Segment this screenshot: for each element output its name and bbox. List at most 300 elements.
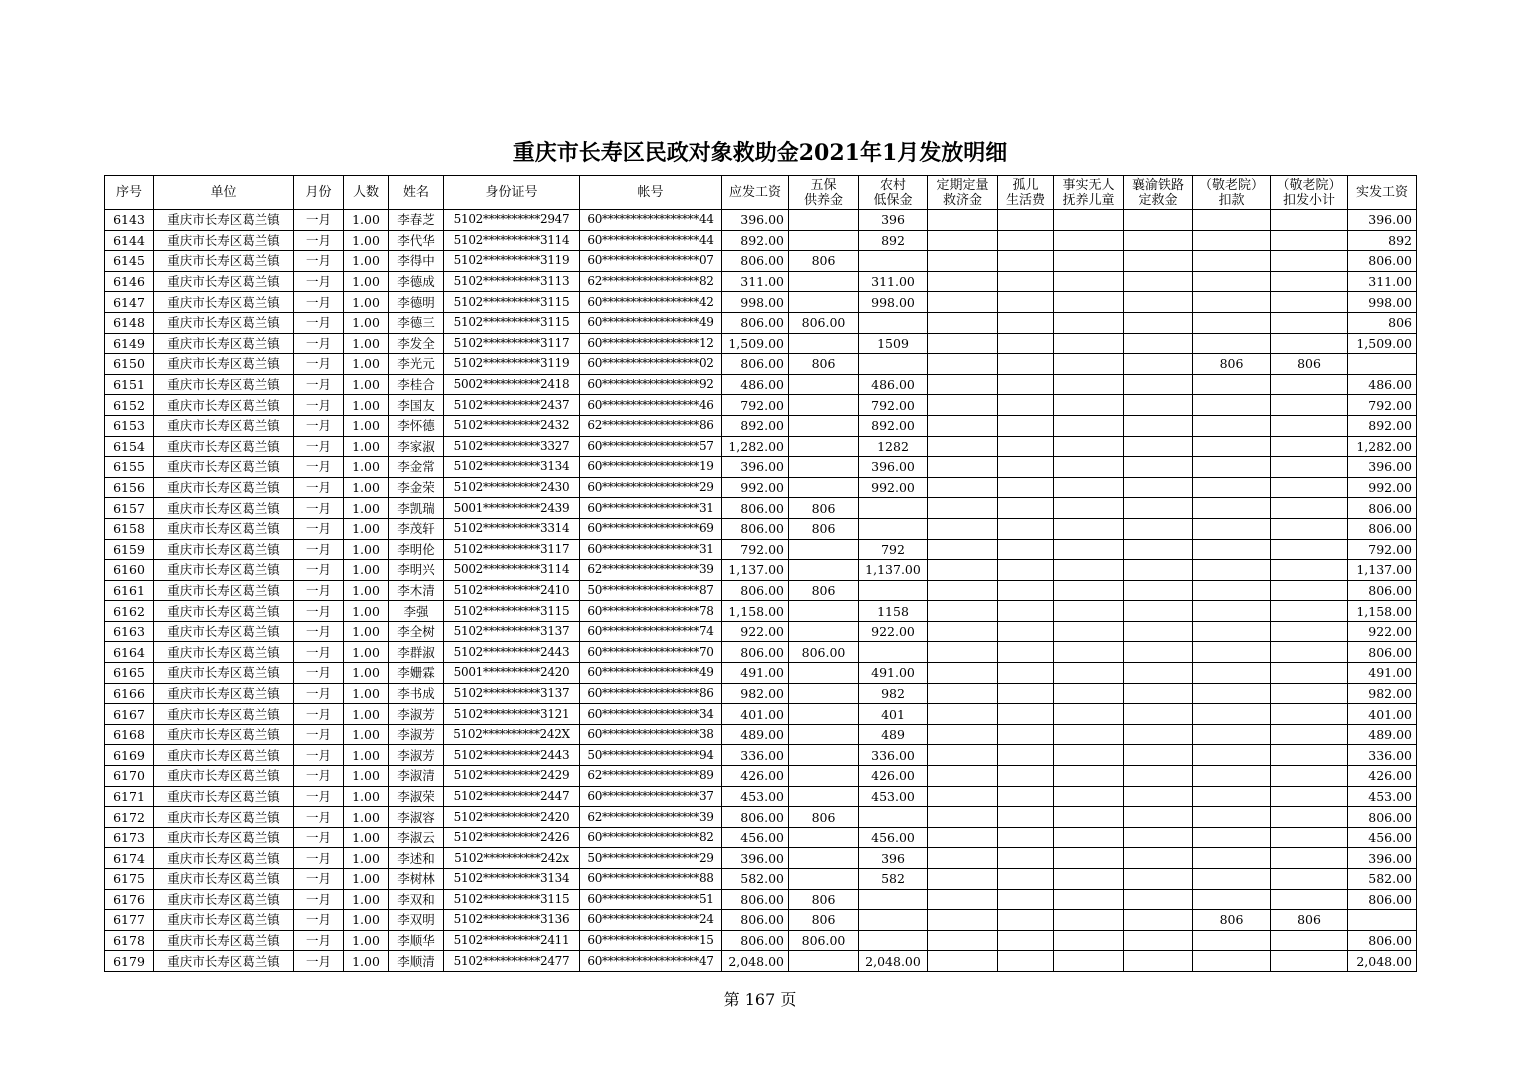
- table-cell: 922.00: [1348, 621, 1417, 642]
- table-cell: [789, 663, 859, 684]
- table-cell: [1054, 312, 1124, 333]
- table-cell: [789, 766, 859, 787]
- table-cell: 792.00: [859, 395, 928, 416]
- table-cell: [1124, 230, 1193, 251]
- table-cell: 60*****************44: [580, 210, 722, 231]
- table-cell: [1193, 766, 1271, 787]
- table-cell: 806.00: [789, 312, 859, 333]
- table-cell: 6147: [105, 292, 154, 313]
- table-cell: 李全树: [389, 621, 444, 642]
- table-row: [105, 889, 1417, 910]
- table-cell: [928, 889, 998, 910]
- table-cell: 1.00: [344, 683, 389, 704]
- table-cell: [1271, 827, 1348, 848]
- table-cell: [998, 663, 1054, 684]
- table-cell: 5102**********2447: [444, 786, 580, 807]
- table-cell: 5102**********3115: [444, 889, 580, 910]
- table-cell: [1124, 312, 1193, 333]
- table-cell: 5102**********3134: [444, 869, 580, 890]
- table-cell: [1271, 415, 1348, 436]
- table-cell: 6178: [105, 930, 154, 951]
- table-cell: [1271, 642, 1348, 663]
- table-row: [105, 766, 1417, 787]
- table-cell: [1271, 621, 1348, 642]
- table-cell: [1054, 704, 1124, 725]
- table-cell: 1.00: [344, 230, 389, 251]
- table-cell: 60*****************38: [580, 724, 722, 745]
- table-cell: 806: [789, 580, 859, 601]
- table-cell: [1124, 498, 1193, 519]
- table-cell: 6179: [105, 951, 154, 972]
- table-cell: 一月: [294, 951, 344, 972]
- table-cell: [1124, 807, 1193, 828]
- column-header: 实发工资: [1348, 176, 1417, 210]
- table-cell: 792.00: [722, 395, 789, 416]
- table-row: [105, 724, 1417, 745]
- table-cell: 1.00: [344, 663, 389, 684]
- column-header: 应发工资: [722, 176, 789, 210]
- table-cell: [998, 580, 1054, 601]
- table-cell: 6145: [105, 251, 154, 272]
- table-cell: [1054, 230, 1124, 251]
- table-cell: [928, 518, 998, 539]
- table-cell: [1054, 663, 1124, 684]
- table-cell: 重庆市长寿区葛兰镇: [154, 745, 294, 766]
- table-cell: [1054, 766, 1124, 787]
- table-cell: 6163: [105, 621, 154, 642]
- table-cell: 一月: [294, 292, 344, 313]
- table-cell: 一月: [294, 498, 344, 519]
- table-row: [105, 869, 1417, 890]
- table-row: [105, 601, 1417, 622]
- table-cell: 一月: [294, 786, 344, 807]
- table-cell: [1124, 827, 1193, 848]
- table-cell: 792: [859, 539, 928, 560]
- table-cell: 重庆市长寿区葛兰镇: [154, 395, 294, 416]
- table-cell: 6176: [105, 889, 154, 910]
- table-cell: 60*****************51: [580, 889, 722, 910]
- table-row: [105, 312, 1417, 333]
- table-cell: [1054, 683, 1124, 704]
- table-cell: [1124, 848, 1193, 869]
- table-cell: [1271, 766, 1348, 787]
- table-cell: 806.00: [722, 930, 789, 951]
- table-cell: [928, 683, 998, 704]
- table-cell: [859, 580, 928, 601]
- table-cell: 5102**********3115: [444, 292, 580, 313]
- table-cell: 60*****************31: [580, 539, 722, 560]
- table-cell: 806: [789, 498, 859, 519]
- table-cell: 一月: [294, 395, 344, 416]
- table-cell: [1054, 930, 1124, 951]
- table-cell: [998, 560, 1054, 581]
- table-cell: [1124, 869, 1193, 890]
- table-cell: 982.00: [722, 683, 789, 704]
- table-cell: [928, 333, 998, 354]
- table-cell: [1124, 539, 1193, 560]
- table-cell: [1271, 210, 1348, 231]
- table-cell: 60*****************46: [580, 395, 722, 416]
- table-cell: 一月: [294, 312, 344, 333]
- table-cell: 806.00: [722, 312, 789, 333]
- table-cell: [789, 539, 859, 560]
- table-cell: 李淑荣: [389, 786, 444, 807]
- table-row: [105, 210, 1417, 231]
- table-cell: [789, 560, 859, 581]
- column-header: 襄渝铁路 定救金: [1124, 176, 1193, 210]
- table-cell: [998, 230, 1054, 251]
- table-cell: 李凯瑞: [389, 498, 444, 519]
- column-header: 定期定量 救济金: [928, 176, 998, 210]
- table-cell: [1124, 271, 1193, 292]
- column-header: （敬老院） 扣发小计: [1271, 176, 1348, 210]
- table-cell: [928, 539, 998, 560]
- table-cell: [1124, 724, 1193, 745]
- table-cell: 李树林: [389, 869, 444, 890]
- table-cell: 一月: [294, 230, 344, 251]
- table-cell: [1054, 395, 1124, 416]
- table-row: [105, 518, 1417, 539]
- table-cell: 62*****************82: [580, 271, 722, 292]
- table-cell: [928, 848, 998, 869]
- table-cell: [1193, 951, 1271, 972]
- table-cell: 1.00: [344, 498, 389, 519]
- table-cell: 486.00: [1348, 374, 1417, 395]
- table-cell: [789, 601, 859, 622]
- table-cell: 李桂合: [389, 374, 444, 395]
- table-row: [105, 457, 1417, 478]
- table-cell: 60*****************47: [580, 951, 722, 972]
- table-cell: [928, 498, 998, 519]
- table-cell: 重庆市长寿区葛兰镇: [154, 601, 294, 622]
- table-cell: 重庆市长寿区葛兰镇: [154, 457, 294, 478]
- table-cell: [789, 683, 859, 704]
- table-cell: [1271, 869, 1348, 890]
- table-cell: [998, 601, 1054, 622]
- table-cell: [1124, 436, 1193, 457]
- table-cell: 5102**********242x: [444, 848, 580, 869]
- table-cell: 5001**********2439: [444, 498, 580, 519]
- table-cell: [859, 251, 928, 272]
- table-cell: [859, 930, 928, 951]
- table-cell: [1054, 477, 1124, 498]
- table-cell: 62*****************39: [580, 560, 722, 581]
- table-cell: 重庆市长寿区葛兰镇: [154, 498, 294, 519]
- table-cell: [1348, 910, 1417, 931]
- table-cell: 806.00: [789, 930, 859, 951]
- table-cell: 5102**********242X: [444, 724, 580, 745]
- table-cell: [789, 395, 859, 416]
- table-cell: [998, 312, 1054, 333]
- table-cell: [1124, 395, 1193, 416]
- table-cell: 5102**********2432: [444, 415, 580, 436]
- table-cell: 一月: [294, 910, 344, 931]
- table-cell: [1271, 951, 1348, 972]
- table-cell: 806.00: [1348, 930, 1417, 951]
- table-cell: [928, 457, 998, 478]
- table-cell: [998, 292, 1054, 313]
- table-cell: 一月: [294, 601, 344, 622]
- table-cell: [998, 271, 1054, 292]
- table-cell: [1054, 786, 1124, 807]
- table-cell: [789, 230, 859, 251]
- table-cell: 1.00: [344, 333, 389, 354]
- table-cell: [1054, 745, 1124, 766]
- table-cell: 1,282.00: [722, 436, 789, 457]
- column-header: 单位: [154, 176, 294, 210]
- relief-fund-table: [104, 175, 1417, 972]
- table-cell: [1193, 477, 1271, 498]
- table-cell: [1271, 724, 1348, 745]
- table-cell: [1193, 395, 1271, 416]
- table-cell: [1271, 271, 1348, 292]
- table-cell: 62*****************39: [580, 807, 722, 828]
- table-cell: [859, 642, 928, 663]
- table-cell: 一月: [294, 415, 344, 436]
- table-cell: [928, 395, 998, 416]
- table-cell: [1124, 683, 1193, 704]
- table-cell: [1193, 601, 1271, 622]
- table-cell: 5102**********3134: [444, 457, 580, 478]
- table-row: [105, 621, 1417, 642]
- table-cell: [1124, 745, 1193, 766]
- table-cell: [1124, 210, 1193, 231]
- table-cell: 6160: [105, 560, 154, 581]
- table-row: [105, 539, 1417, 560]
- table-cell: 1.00: [344, 745, 389, 766]
- table-cell: 2,048.00: [1348, 951, 1417, 972]
- table-cell: [789, 271, 859, 292]
- table-cell: [1124, 333, 1193, 354]
- table-cell: 453.00: [859, 786, 928, 807]
- table-cell: [789, 786, 859, 807]
- table-cell: 5002**********2418: [444, 374, 580, 395]
- table-cell: 922.00: [722, 621, 789, 642]
- table-cell: 1.00: [344, 704, 389, 725]
- table-cell: [998, 724, 1054, 745]
- table-cell: 李顺华: [389, 930, 444, 951]
- table-cell: 重庆市长寿区葛兰镇: [154, 889, 294, 910]
- table-cell: 6148: [105, 312, 154, 333]
- table-cell: 李得中: [389, 251, 444, 272]
- table-cell: 一月: [294, 374, 344, 395]
- table-cell: 5102**********3117: [444, 333, 580, 354]
- table-cell: 806.00: [722, 498, 789, 519]
- table-cell: 456.00: [722, 827, 789, 848]
- table-cell: [1193, 930, 1271, 951]
- table-cell: 一月: [294, 704, 344, 725]
- table-cell: 1.00: [344, 312, 389, 333]
- table-cell: 806: [1271, 910, 1348, 931]
- table-cell: [1271, 436, 1348, 457]
- table-cell: [998, 374, 1054, 395]
- table-cell: 重庆市长寿区葛兰镇: [154, 415, 294, 436]
- table-cell: 396: [859, 210, 928, 231]
- table-cell: [1271, 704, 1348, 725]
- table-cell: [928, 477, 998, 498]
- table-cell: 1.00: [344, 827, 389, 848]
- table-cell: 一月: [294, 210, 344, 231]
- table-cell: [1054, 292, 1124, 313]
- table-cell: 992.00: [722, 477, 789, 498]
- table-cell: 806.00: [789, 642, 859, 663]
- table-cell: [1124, 580, 1193, 601]
- table-cell: [1193, 724, 1271, 745]
- table-cell: 重庆市长寿区葛兰镇: [154, 251, 294, 272]
- table-cell: [1054, 807, 1124, 828]
- table-row: [105, 910, 1417, 931]
- table-cell: 5102**********3121: [444, 704, 580, 725]
- table-cell: [1271, 395, 1348, 416]
- table-cell: [1054, 560, 1124, 581]
- table-cell: [789, 374, 859, 395]
- table-cell: [1054, 457, 1124, 478]
- table-cell: 60*****************70: [580, 642, 722, 663]
- table-cell: [998, 745, 1054, 766]
- table-row: [105, 827, 1417, 848]
- table-cell: 1.00: [344, 518, 389, 539]
- table-cell: 1158: [859, 601, 928, 622]
- table-row: [105, 580, 1417, 601]
- table-row: [105, 848, 1417, 869]
- table-cell: 336.00: [1348, 745, 1417, 766]
- table-cell: [1054, 539, 1124, 560]
- table-cell: [1193, 807, 1271, 828]
- page-number: 第 167 页: [723, 990, 797, 1009]
- table-cell: [998, 642, 1054, 663]
- table-cell: [859, 518, 928, 539]
- table-cell: 5102**********2443: [444, 642, 580, 663]
- table-cell: 792.00: [1348, 539, 1417, 560]
- table-cell: [1271, 930, 1348, 951]
- table-cell: 李茂轩: [389, 518, 444, 539]
- table-cell: 396.00: [1348, 457, 1417, 478]
- table-row: [105, 271, 1417, 292]
- table-cell: [1193, 374, 1271, 395]
- table-cell: [1124, 292, 1193, 313]
- table-cell: 重庆市长寿区葛兰镇: [154, 910, 294, 931]
- table-cell: 李发全: [389, 333, 444, 354]
- table-cell: 5102**********3115: [444, 601, 580, 622]
- table-cell: [1271, 251, 1348, 272]
- table-cell: 一月: [294, 869, 344, 890]
- table-cell: 李淑芳: [389, 745, 444, 766]
- table-cell: [789, 869, 859, 890]
- table-cell: 重庆市长寿区葛兰镇: [154, 642, 294, 663]
- table-cell: 一月: [294, 724, 344, 745]
- table-cell: 806: [789, 889, 859, 910]
- table-cell: [1271, 580, 1348, 601]
- table-cell: 1.00: [344, 436, 389, 457]
- table-cell: [789, 704, 859, 725]
- table-cell: [928, 271, 998, 292]
- table-cell: 806.00: [1348, 498, 1417, 519]
- table-cell: [928, 910, 998, 931]
- table-cell: 重庆市长寿区葛兰镇: [154, 786, 294, 807]
- table-cell: [998, 827, 1054, 848]
- table-row: [105, 807, 1417, 828]
- table-cell: 5102**********3137: [444, 621, 580, 642]
- table-cell: 396.00: [722, 848, 789, 869]
- table-cell: [1271, 560, 1348, 581]
- table-cell: 998.00: [859, 292, 928, 313]
- table-cell: 重庆市长寿区葛兰镇: [154, 539, 294, 560]
- table-cell: [1054, 869, 1124, 890]
- table-cell: [998, 415, 1054, 436]
- table-cell: [1054, 354, 1124, 375]
- table-cell: 李书成: [389, 683, 444, 704]
- table-cell: [998, 395, 1054, 416]
- table-cell: [789, 477, 859, 498]
- table-cell: 806: [1271, 354, 1348, 375]
- table-cell: [789, 848, 859, 869]
- table-cell: [1124, 560, 1193, 581]
- table-cell: [928, 951, 998, 972]
- table-cell: 一月: [294, 560, 344, 581]
- table-cell: 重庆市长寿区葛兰镇: [154, 230, 294, 251]
- table-cell: 6156: [105, 477, 154, 498]
- table-cell: [1054, 724, 1124, 745]
- table-cell: 李淑云: [389, 827, 444, 848]
- table-cell: 1,137.00: [722, 560, 789, 581]
- table-cell: [1124, 642, 1193, 663]
- table-cell: 一月: [294, 436, 344, 457]
- table-cell: 453.00: [722, 786, 789, 807]
- table-cell: [1054, 848, 1124, 869]
- table-cell: 5102**********3114: [444, 230, 580, 251]
- table-cell: [928, 292, 998, 313]
- table-cell: 一月: [294, 251, 344, 272]
- table-cell: [1054, 621, 1124, 642]
- table-cell: 李金常: [389, 457, 444, 478]
- table-cell: 李淑清: [389, 766, 444, 787]
- column-header: 人数: [344, 176, 389, 210]
- table-cell: 5102**********2437: [444, 395, 580, 416]
- table-cell: [1271, 292, 1348, 313]
- table-cell: [998, 539, 1054, 560]
- table-cell: 50*****************94: [580, 745, 722, 766]
- table-cell: 重庆市长寿区葛兰镇: [154, 766, 294, 787]
- table-row: [105, 374, 1417, 395]
- table-cell: 李述和: [389, 848, 444, 869]
- table-cell: 426.00: [722, 766, 789, 787]
- table-cell: 60*****************31: [580, 498, 722, 519]
- table-row: [105, 663, 1417, 684]
- table-cell: 806: [789, 518, 859, 539]
- table-cell: 重庆市长寿区葛兰镇: [154, 354, 294, 375]
- table-cell: 5102**********3119: [444, 354, 580, 375]
- table-cell: 李国友: [389, 395, 444, 416]
- table-cell: [1271, 374, 1348, 395]
- table-cell: 李顺清: [389, 951, 444, 972]
- table-cell: [928, 642, 998, 663]
- table-cell: [1054, 518, 1124, 539]
- table-cell: [928, 374, 998, 395]
- table-cell: [928, 580, 998, 601]
- table-cell: 892.00: [859, 415, 928, 436]
- table-cell: [1124, 415, 1193, 436]
- table-cell: [1054, 642, 1124, 663]
- column-header: 农村 低保金: [859, 176, 928, 210]
- table-cell: 5102**********2443: [444, 745, 580, 766]
- table-cell: 806: [789, 910, 859, 931]
- table-cell: 5102**********3314: [444, 518, 580, 539]
- column-header: 姓名: [389, 176, 444, 210]
- table-cell: 重庆市长寿区葛兰镇: [154, 621, 294, 642]
- table-cell: 336.00: [722, 745, 789, 766]
- table-cell: [1124, 786, 1193, 807]
- table-cell: 重庆市长寿区葛兰镇: [154, 724, 294, 745]
